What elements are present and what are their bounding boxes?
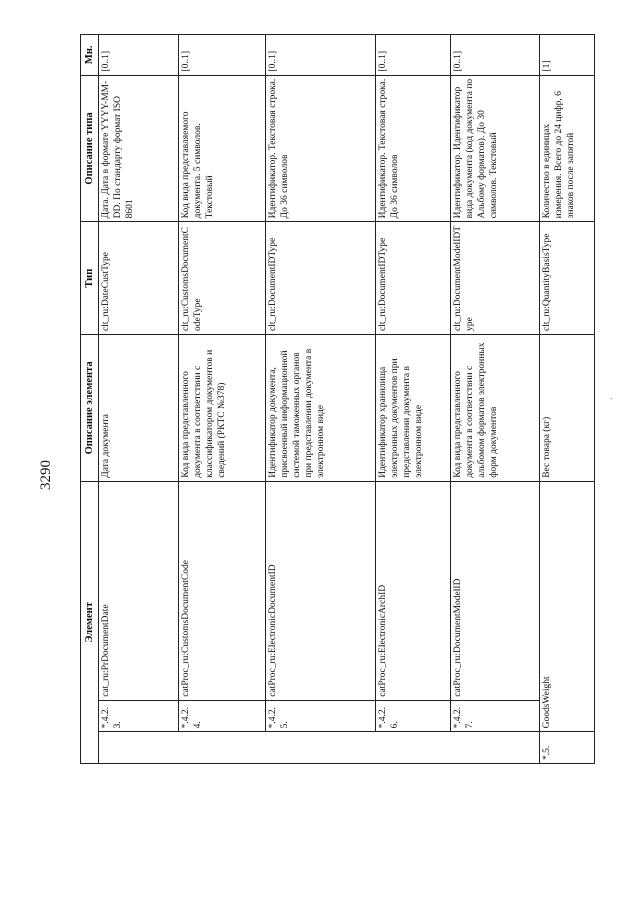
row-num: *.4.2.6. bbox=[376, 700, 451, 732]
row-element-name: catProc_ru:DocumentModelID bbox=[451, 481, 540, 700]
table-row bbox=[99, 35, 179, 764]
group-num: *.5. bbox=[540, 732, 595, 764]
row-type: clt_ru:DocumentIDType bbox=[266, 222, 376, 335]
table-row-group bbox=[540, 35, 595, 764]
table-header-row bbox=[81, 35, 99, 764]
indent-cell bbox=[266, 732, 376, 764]
group-element-name: GoodsWeight bbox=[540, 481, 595, 732]
header-type-description: Описание типа bbox=[81, 75, 99, 222]
group-type-description: Количество в единицах измерения. Всего до 24 цифр, 6 знаков после запятой bbox=[540, 75, 595, 222]
row-type-description: Идентификатор. Идентификатор вида документа (код документа по Альбому форматов). До 30 символов. Текстовый bbox=[451, 75, 540, 222]
group-type: clt_ru:QuantityBasisType bbox=[540, 222, 595, 335]
row-element-description: Идентификатор хранилища электронных документов при представлении документа в электронном виде bbox=[376, 334, 451, 481]
row-type-description: Идентификатор. Текстовая строка. До 36 символов bbox=[266, 75, 376, 222]
row-element-description: Код вида представленного документа в соответствии с классификатором документов и сведений (РКТС №378) bbox=[179, 334, 266, 481]
row-type: clt_ru:DateCustType bbox=[99, 222, 179, 335]
row-element-description: Идентификатор документа, присвоенный информационной системой таможенных органов при представлении документа в электронном виде bbox=[266, 334, 376, 481]
table-row bbox=[179, 35, 266, 764]
spec-table bbox=[80, 34, 595, 764]
indent-cell bbox=[376, 732, 451, 764]
row-multiplicity: [0..1] bbox=[179, 35, 266, 76]
row-element-description: Дата документа bbox=[99, 334, 179, 481]
table-row bbox=[376, 35, 451, 764]
rotated-table-container bbox=[80, 34, 576, 764]
row-multiplicity: [0..1] bbox=[376, 35, 451, 76]
row-num: *.4.2.7. bbox=[451, 700, 540, 732]
header-element: Элемент bbox=[81, 481, 99, 763]
table-row bbox=[451, 35, 540, 764]
header-multiplicity: Мн. bbox=[81, 35, 99, 76]
group-multiplicity: [1] bbox=[540, 35, 595, 76]
group-element-description: Вес товара (кг) bbox=[540, 334, 595, 481]
row-type: clt_ru:CustomsDocumentCodeType bbox=[179, 222, 266, 335]
page-number: 3290 bbox=[38, 460, 54, 490]
row-num: *.4.2.5. bbox=[266, 700, 376, 732]
row-num: *.4.2.3. bbox=[99, 700, 179, 732]
row-type-description: Дата. Дата в формате YYYY-MM-DD. По стандарту формат ISO 8601 bbox=[99, 75, 179, 222]
row-type-description: Код вида представляемого документа. 5 символов. Текстовый bbox=[179, 75, 266, 222]
row-element-name: catProc_ru:ElectronicArchID bbox=[376, 481, 451, 700]
row-element-name: catProc_ru:ElectronicDocumentID bbox=[266, 481, 376, 700]
header-type: Тип bbox=[81, 222, 99, 335]
row-type: clt_ru:DocumentModelIDType bbox=[451, 222, 540, 335]
table-row bbox=[266, 35, 376, 764]
page-mark: · bbox=[607, 396, 618, 400]
row-type-description: Идентификатор. Текстовая строка. До 36 символов bbox=[376, 75, 451, 222]
row-element-description: Код вида представленного документа в соответствии с альбомом форматов электронных форм документов bbox=[451, 334, 540, 481]
row-num: *.4.2.4. bbox=[179, 700, 266, 732]
row-multiplicity: [0..1] bbox=[99, 35, 179, 76]
header-element-description: Описание элемента bbox=[81, 334, 99, 481]
row-type: clt_ru:DocumentIDType bbox=[376, 222, 451, 335]
indent-cell bbox=[99, 732, 179, 764]
indent-cell bbox=[451, 732, 540, 764]
row-element-name: cat_ru:PrDocumentDate bbox=[99, 481, 179, 700]
row-multiplicity: [0..1] bbox=[266, 35, 376, 76]
row-element-name: catProc_ru:CustomsDocumentCode bbox=[179, 481, 266, 700]
row-multiplicity: [0..1] bbox=[451, 35, 540, 76]
indent-cell bbox=[179, 732, 266, 764]
